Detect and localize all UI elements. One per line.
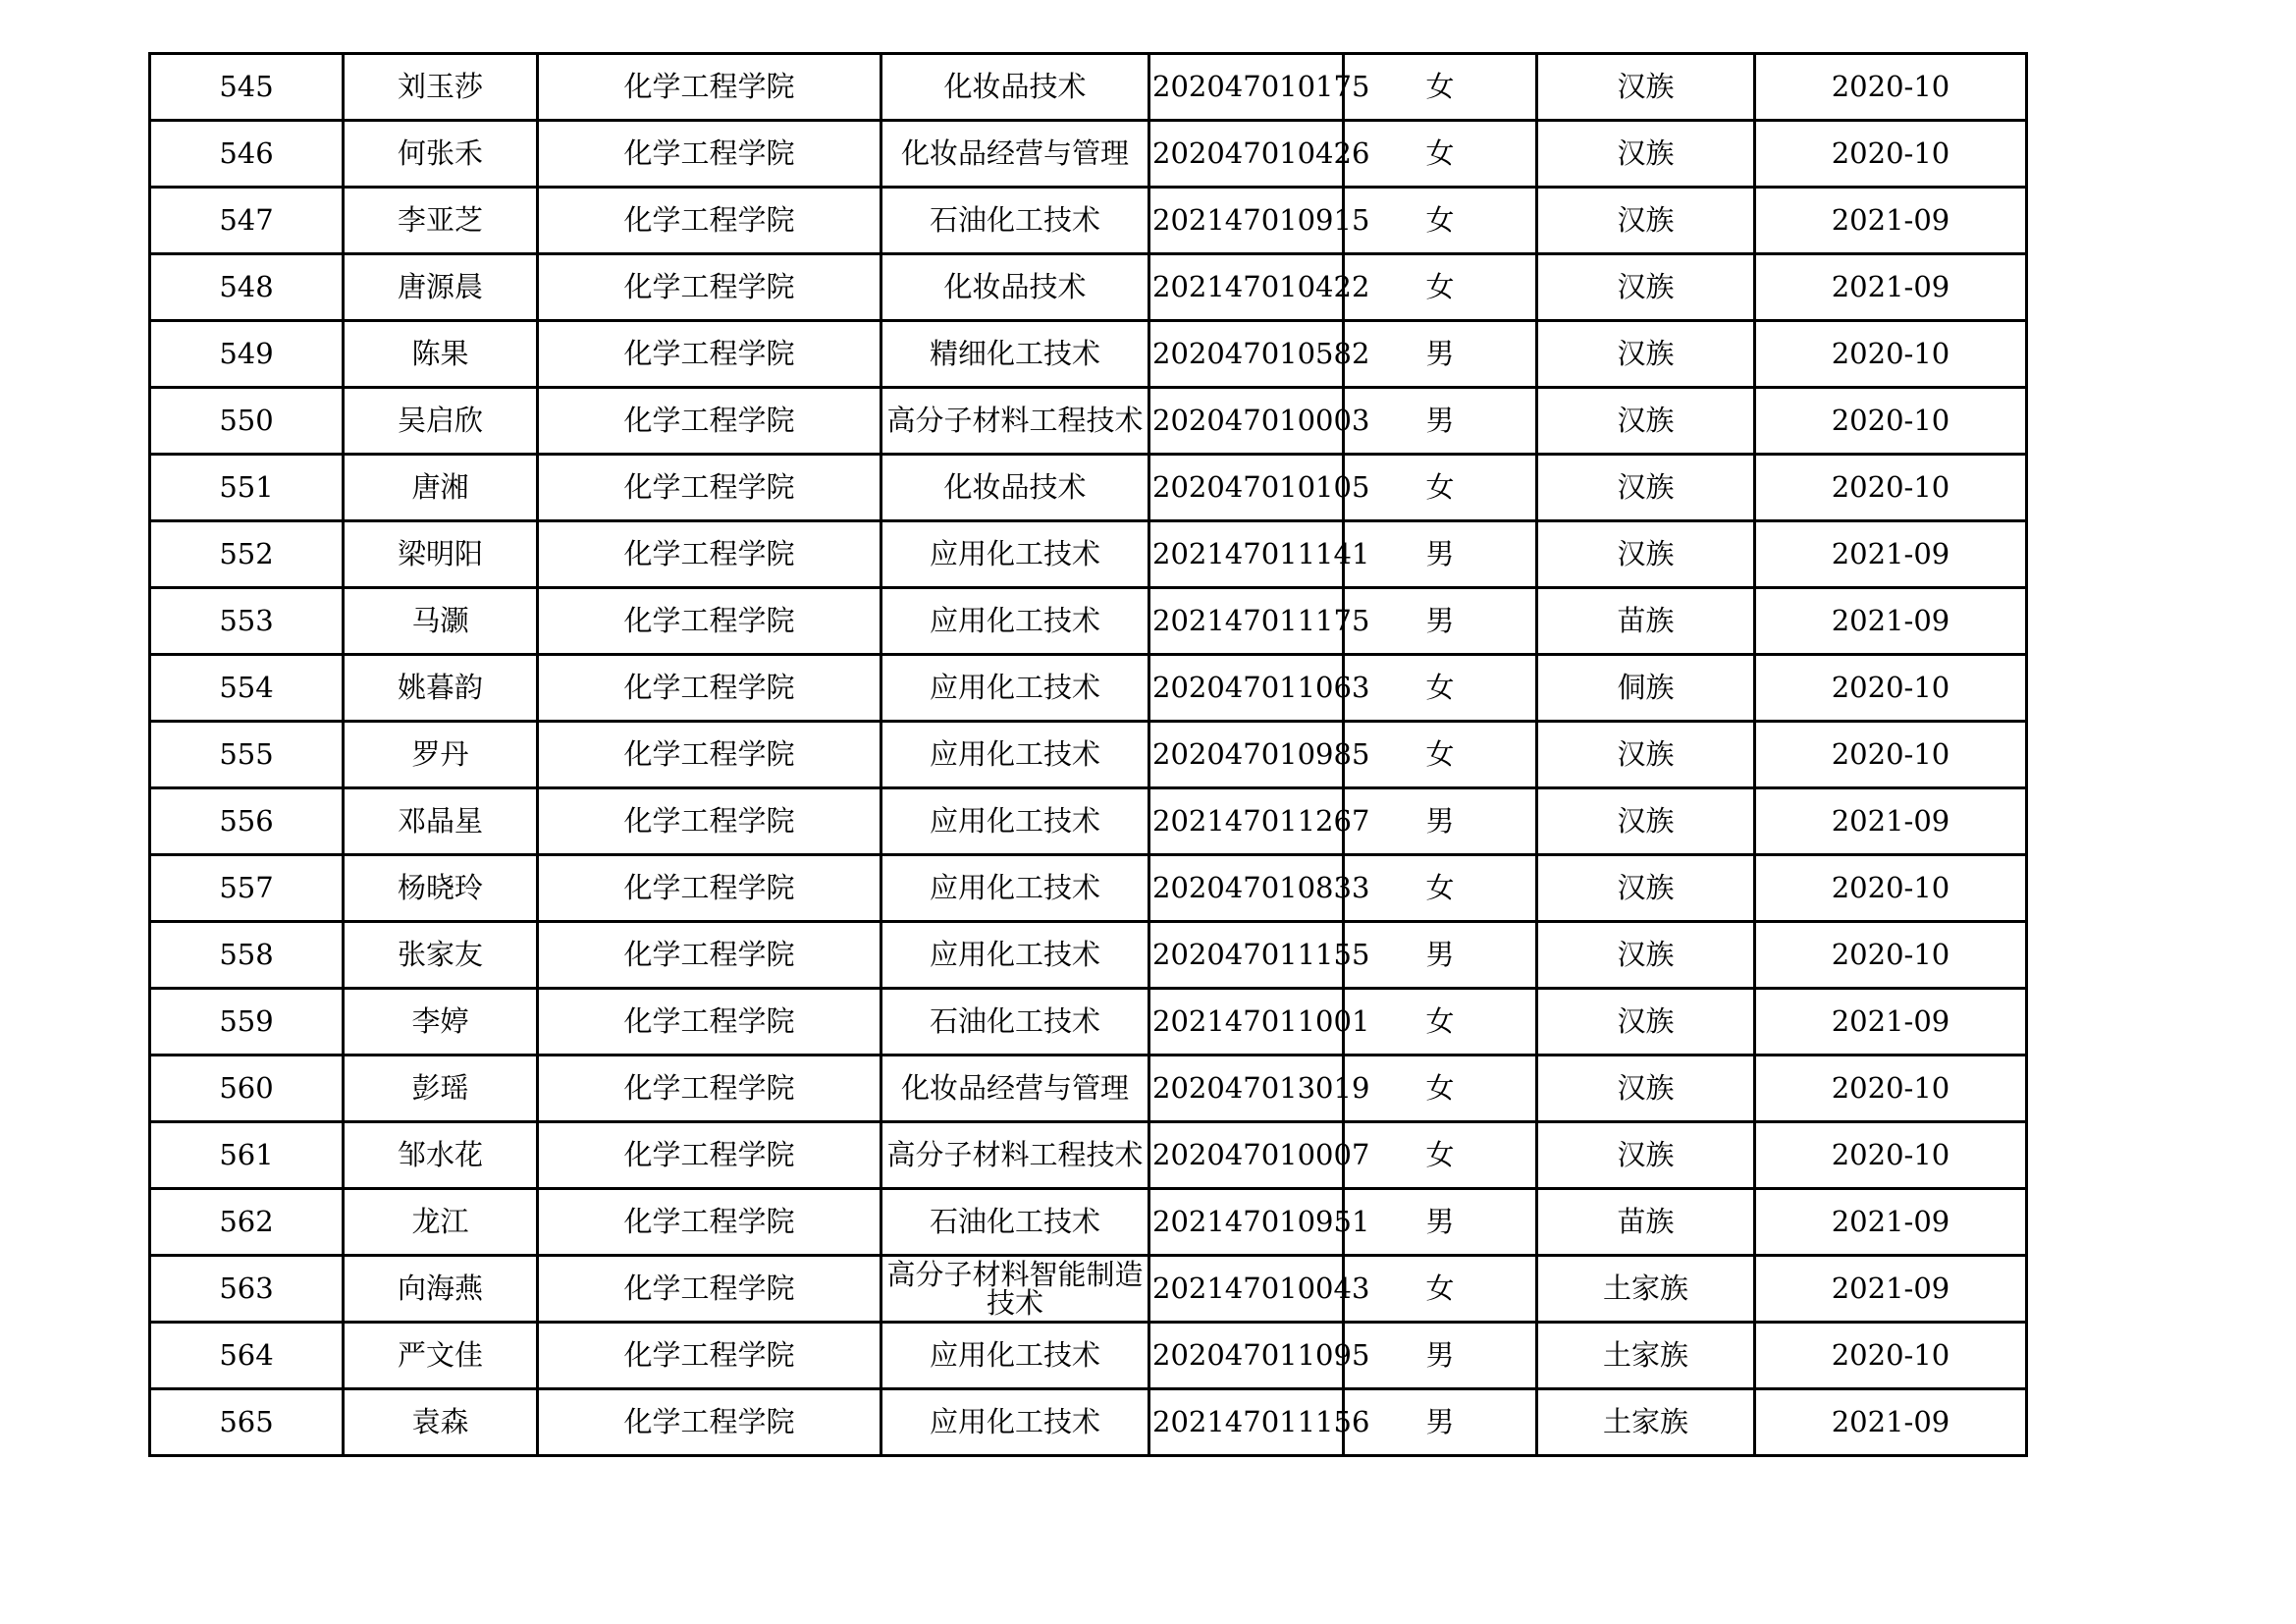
college-cell: 化学工程学院 [538,989,881,1056]
enrollment-date-cell: 2021-09 [1755,588,2027,655]
student-id-cell: 202147010422 [1149,254,1344,321]
student-id-cell: 202147011156 [1149,1389,1344,1456]
enrollment-date-cell: 2020-10 [1755,321,2027,388]
gender-cell: 男 [1344,521,1537,588]
row-number-cell: 562 [150,1189,344,1256]
major-cell: 化妆品经营与管理 [881,1056,1149,1122]
student-name-cell: 梁明阳 [344,521,538,588]
row-number-cell: 546 [150,121,344,188]
student-name-cell: 向海燕 [344,1256,538,1323]
student-name-cell: 唐源晨 [344,254,538,321]
student-name-cell: 吴启欣 [344,388,538,455]
student-id-cell: 202147011001 [1149,989,1344,1056]
enrollment-date-cell: 2020-10 [1755,655,2027,722]
row-number-cell: 565 [150,1389,344,1456]
major-cell: 高分子材料工程技术 [881,388,1149,455]
gender-cell: 女 [1344,455,1537,521]
gender-cell: 女 [1344,54,1537,121]
ethnicity-cell: 汉族 [1537,788,1755,855]
student-name-cell: 邹水花 [344,1122,538,1189]
college-cell: 化学工程学院 [538,855,881,922]
student-id-cell: 202147011175 [1149,588,1344,655]
gender-cell: 男 [1344,1189,1537,1256]
ethnicity-cell: 汉族 [1537,922,1755,989]
ethnicity-cell: 土家族 [1537,1389,1755,1456]
table-row [150,989,2027,1056]
student-id-cell: 202147011267 [1149,788,1344,855]
major-cell: 应用化工技术 [881,855,1149,922]
ethnicity-cell: 汉族 [1537,722,1755,788]
ethnicity-cell: 汉族 [1537,188,1755,254]
gender-cell: 女 [1344,722,1537,788]
student-name-cell: 陈果 [344,321,538,388]
table-row [150,788,2027,855]
student-name-cell: 马灏 [344,588,538,655]
enrollment-date-cell: 2020-10 [1755,922,2027,989]
gender-cell: 女 [1344,1256,1537,1323]
row-number-cell: 549 [150,321,344,388]
college-cell: 化学工程学院 [538,1189,881,1256]
student-name-cell: 龙江 [344,1189,538,1256]
gender-cell: 男 [1344,922,1537,989]
major-cell: 化妆品技术 [881,254,1149,321]
gender-cell: 女 [1344,655,1537,722]
gender-cell: 男 [1344,388,1537,455]
enrollment-date-cell: 2021-09 [1755,521,2027,588]
student-id-cell: 202147011141 [1149,521,1344,588]
gender-cell: 男 [1344,321,1537,388]
student-name-cell: 彭瑶 [344,1056,538,1122]
enrollment-date-cell: 2021-09 [1755,1389,2027,1456]
row-number-cell: 556 [150,788,344,855]
major-cell: 高分子材料智能制造技术 [881,1256,1149,1323]
row-number-cell: 557 [150,855,344,922]
row-number-cell: 545 [150,54,344,121]
row-number-cell: 547 [150,188,344,254]
college-cell: 化学工程学院 [538,188,881,254]
student-name-cell: 张家友 [344,922,538,989]
student-id-cell: 202047013019 [1149,1056,1344,1122]
student-id-cell: 202147010915 [1149,188,1344,254]
student-name-cell: 严文佳 [344,1323,538,1389]
enrollment-date-cell: 2020-10 [1755,121,2027,188]
ethnicity-cell: 汉族 [1537,855,1755,922]
table-row [150,121,2027,188]
row-number-cell: 563 [150,1256,344,1323]
gender-cell: 女 [1344,188,1537,254]
row-number-cell: 548 [150,254,344,321]
gender-cell: 女 [1344,989,1537,1056]
table-row [150,1256,2027,1323]
college-cell: 化学工程学院 [538,54,881,121]
enrollment-date-cell: 2021-09 [1755,254,2027,321]
major-cell: 应用化工技术 [881,588,1149,655]
college-cell: 化学工程学院 [538,321,881,388]
row-number-cell: 564 [150,1323,344,1389]
gender-cell: 女 [1344,1056,1537,1122]
table-row [150,521,2027,588]
table-row [150,588,2027,655]
enrollment-date-cell: 2021-09 [1755,1256,2027,1323]
college-cell: 化学工程学院 [538,1122,881,1189]
row-number-cell: 553 [150,588,344,655]
ethnicity-cell: 汉族 [1537,521,1755,588]
student-id-cell: 202047010985 [1149,722,1344,788]
enrollment-date-cell: 2020-10 [1755,1056,2027,1122]
student-name-cell: 邓晶星 [344,788,538,855]
college-cell: 化学工程学院 [538,388,881,455]
student-name-cell: 姚暮韵 [344,655,538,722]
ethnicity-cell: 土家族 [1537,1256,1755,1323]
table-row [150,1122,2027,1189]
college-cell: 化学工程学院 [538,922,881,989]
enrollment-date-cell: 2020-10 [1755,855,2027,922]
college-cell: 化学工程学院 [538,1056,881,1122]
enrollment-date-cell: 2020-10 [1755,722,2027,788]
table-row [150,1056,2027,1122]
table-row [150,722,2027,788]
major-cell: 石油化工技术 [881,188,1149,254]
major-cell: 应用化工技术 [881,1323,1149,1389]
ethnicity-cell: 汉族 [1537,1122,1755,1189]
row-number-cell: 558 [150,922,344,989]
gender-cell: 女 [1344,254,1537,321]
table-row [150,855,2027,922]
major-cell: 高分子材料工程技术 [881,1122,1149,1189]
enrollment-date-cell: 2021-09 [1755,788,2027,855]
student-name-cell: 李亚芝 [344,188,538,254]
student-id-cell: 202147010951 [1149,1189,1344,1256]
ethnicity-cell: 汉族 [1537,455,1755,521]
student-name-cell: 李婷 [344,989,538,1056]
row-number-cell: 559 [150,989,344,1056]
major-cell: 石油化工技术 [881,989,1149,1056]
major-cell: 化妆品经营与管理 [881,121,1149,188]
major-cell: 应用化工技术 [881,521,1149,588]
table-row [150,54,2027,121]
major-cell: 化妆品技术 [881,455,1149,521]
enrollment-date-cell: 2020-10 [1755,1122,2027,1189]
major-cell: 化妆品技术 [881,54,1149,121]
major-cell: 石油化工技术 [881,1189,1149,1256]
ethnicity-cell: 汉族 [1537,989,1755,1056]
gender-cell: 男 [1344,1323,1537,1389]
student-name-cell: 唐湘 [344,455,538,521]
ethnicity-cell: 侗族 [1537,655,1755,722]
college-cell: 化学工程学院 [538,254,881,321]
student-name-cell: 罗丹 [344,722,538,788]
college-cell: 化学工程学院 [538,1256,881,1323]
gender-cell: 男 [1344,588,1537,655]
gender-cell: 男 [1344,788,1537,855]
enrollment-date-cell: 2021-09 [1755,989,2027,1056]
gender-cell: 女 [1344,855,1537,922]
student-id-cell: 202047011155 [1149,922,1344,989]
enrollment-date-cell: 2021-09 [1755,1189,2027,1256]
student-id-cell: 202047010833 [1149,855,1344,922]
row-number-cell: 550 [150,388,344,455]
enrollment-date-cell: 2020-10 [1755,1323,2027,1389]
row-number-cell: 560 [150,1056,344,1122]
college-cell: 化学工程学院 [538,655,881,722]
major-cell: 应用化工技术 [881,922,1149,989]
student-roster-table [148,52,2028,1457]
student-id-cell: 202047010105 [1149,455,1344,521]
student-id-cell: 202047010426 [1149,121,1344,188]
table-row [150,655,2027,722]
student-name-cell: 何张禾 [344,121,538,188]
row-number-cell: 554 [150,655,344,722]
gender-cell: 男 [1344,1389,1537,1456]
college-cell: 化学工程学院 [538,1323,881,1389]
student-name-cell: 刘玉莎 [344,54,538,121]
enrollment-date-cell: 2021-09 [1755,188,2027,254]
college-cell: 化学工程学院 [538,722,881,788]
table-row [150,254,2027,321]
ethnicity-cell: 汉族 [1537,121,1755,188]
college-cell: 化学工程学院 [538,121,881,188]
roster-body [150,54,2027,1456]
row-number-cell: 555 [150,722,344,788]
row-number-cell: 552 [150,521,344,588]
major-cell: 精细化工技术 [881,321,1149,388]
enrollment-date-cell: 2020-10 [1755,388,2027,455]
ethnicity-cell: 汉族 [1537,321,1755,388]
student-id-cell: 202047010582 [1149,321,1344,388]
student-name-cell: 袁森 [344,1389,538,1456]
student-id-cell: 202047010175 [1149,54,1344,121]
major-cell: 应用化工技术 [881,655,1149,722]
row-number-cell: 551 [150,455,344,521]
student-id-cell: 202047010007 [1149,1122,1344,1189]
row-number-cell: 561 [150,1122,344,1189]
table-row [150,188,2027,254]
major-cell: 应用化工技术 [881,722,1149,788]
ethnicity-cell: 汉族 [1537,388,1755,455]
ethnicity-cell: 苗族 [1537,1189,1755,1256]
student-id-cell: 202047011095 [1149,1323,1344,1389]
table-row [150,1389,2027,1456]
ethnicity-cell: 汉族 [1537,54,1755,121]
table-row [150,455,2027,521]
table-row [150,1189,2027,1256]
ethnicity-cell: 汉族 [1537,1056,1755,1122]
student-id-cell: 202147010043 [1149,1256,1344,1323]
ethnicity-cell: 苗族 [1537,588,1755,655]
ethnicity-cell: 土家族 [1537,1323,1755,1389]
gender-cell: 女 [1344,121,1537,188]
student-id-cell: 202047010003 [1149,388,1344,455]
college-cell: 化学工程学院 [538,1389,881,1456]
college-cell: 化学工程学院 [538,455,881,521]
college-cell: 化学工程学院 [538,788,881,855]
student-id-cell: 202047011063 [1149,655,1344,722]
student-name-cell: 杨晓玲 [344,855,538,922]
table-row [150,1323,2027,1389]
table-row [150,922,2027,989]
enrollment-date-cell: 2020-10 [1755,455,2027,521]
table-row [150,321,2027,388]
table-row [150,388,2027,455]
ethnicity-cell: 汉族 [1537,254,1755,321]
college-cell: 化学工程学院 [538,588,881,655]
major-cell: 应用化工技术 [881,788,1149,855]
enrollment-date-cell: 2020-10 [1755,54,2027,121]
gender-cell: 女 [1344,1122,1537,1189]
major-cell: 应用化工技术 [881,1389,1149,1456]
college-cell: 化学工程学院 [538,521,881,588]
